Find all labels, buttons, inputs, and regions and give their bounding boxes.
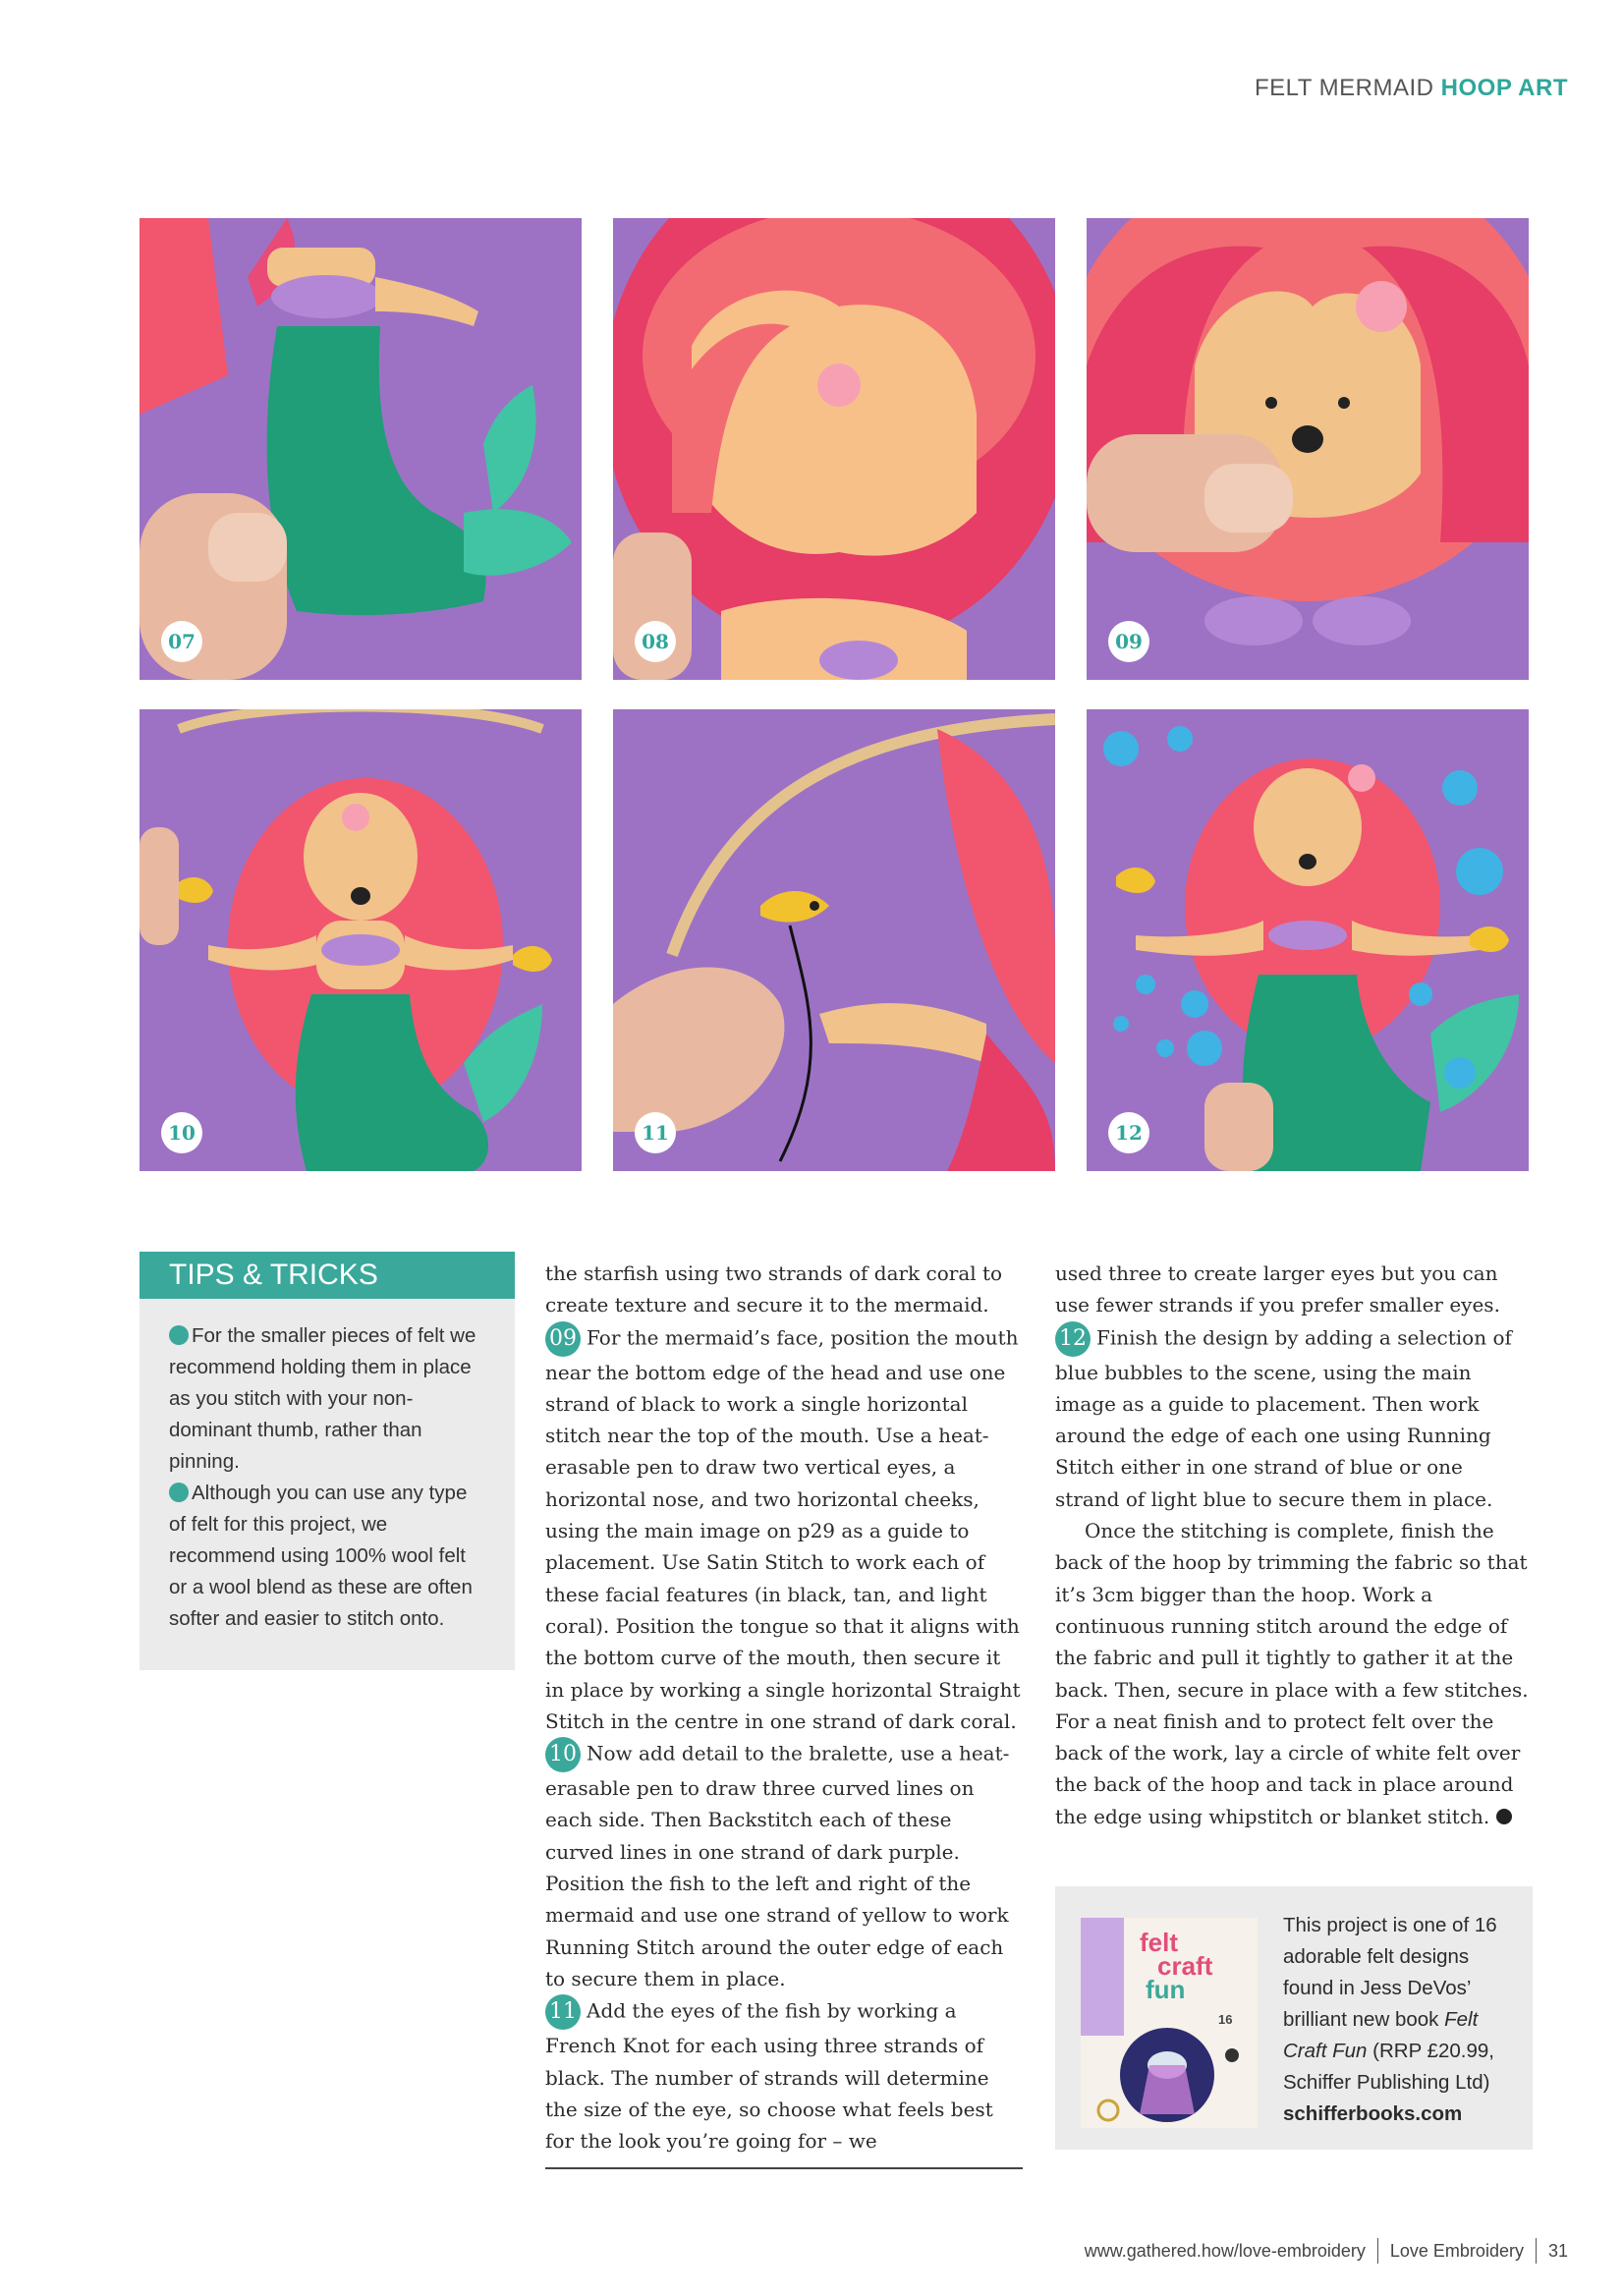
cover-title-line: fun xyxy=(1146,1975,1186,2004)
step-text: For the mermaid’s face, position the mouth near the bottom edge of the head and use one strand of black to work a single horizontal stitch near the top of the mouth. Use a heat-erasable pen to draw two vertical eyes, a horizontal nose, and two horizontal cheeks, using the main image on p29 as a guide to placement. Use Satin Stitch to work each of these facial features (in black, tan, and light coral). Position the tongue so that it aligns with the bottom curve of the mouth, then secure it in place by working a single horizontal Straight Stitch in the centre in one strand of dark coral. xyxy=(545,1325,1021,1733)
step-number: 09 xyxy=(545,1321,581,1357)
tips-box xyxy=(140,1252,515,1670)
step-paragraph-12 xyxy=(1055,1321,1533,1515)
book-description xyxy=(1283,1910,1519,2130)
mermaid-face-photo xyxy=(613,218,1055,680)
step-text: Now add detail to the bralette, use a heat-erasable pen to draw three curved lines on each side. Then Backstitch each of these curved lines in one strand of dark purple. Position the fish to the left and right of the mermaid and use one strand of yellow to work Running Stitch around the outer edge of each to secure them in place. xyxy=(545,1741,1010,1990)
footer-divider xyxy=(1536,2238,1537,2264)
body-paragraph: used three to create larger eyes but you can use fewer strands if you prefer smaller eyes. xyxy=(1055,1261,1500,1317)
page-footer xyxy=(1085,2238,1568,2264)
step-text: Add the eyes of the fish by working a French Knot for each using three strands of black. The number of strands will determine the size of the eye, so choose what feels best for the look you’re going for – we xyxy=(545,1998,993,2154)
step-photo-12 xyxy=(1087,709,1529,1171)
header-title: FELT MERMAID xyxy=(1255,75,1434,101)
tip-text: Although you can use any type of felt for this project, we recommend using 100% wool felt or a wool blend as these are often softer and easier to stitch onto. xyxy=(169,1482,473,1630)
step-photo-07 xyxy=(140,218,582,680)
book-title: Felt Craft Fun xyxy=(1283,2008,1479,2062)
book-text: This project is one of 16 adorable felt designs found in Jess DeVos’ brilliant new book xyxy=(1283,1914,1497,2031)
cover-badge: 16 xyxy=(1218,2012,1233,2027)
step-photo-09 xyxy=(1087,218,1529,680)
step-badge: 12 xyxy=(1108,1112,1149,1153)
body-paragraph xyxy=(1055,1515,1533,1832)
book-url-link[interactable]: schifferbooks.com xyxy=(1283,2102,1463,2125)
step-photo-10 xyxy=(140,709,582,1171)
body-column-3 xyxy=(1055,1258,1533,1832)
step-photo-08 xyxy=(613,218,1055,680)
step-badge: 09 xyxy=(1108,621,1149,662)
mermaid-mouth-photo xyxy=(1087,218,1529,680)
body-paragraph: the starfish using two strands of dark coral to create texture and secure it to the mermaid. xyxy=(545,1261,1003,1317)
tip-item xyxy=(169,1478,485,1635)
tips-title: TIPS & TRICKS xyxy=(140,1252,515,1299)
footer-url-link[interactable]: www.gathered.how/love-embroidery xyxy=(1084,2241,1366,2261)
step-photo-11 xyxy=(613,709,1055,1171)
step-paragraph-11 xyxy=(545,1994,1023,2156)
leaf-bullet-icon xyxy=(169,1483,189,1502)
tips-body xyxy=(140,1299,515,1635)
step-number: 11 xyxy=(545,1994,581,2030)
step-badge: 07 xyxy=(161,621,202,662)
tip-text: For the smaller pieces of felt we recommend holding them in place as you stitch with your non-dominant thumb, rather than pinning. xyxy=(169,1324,476,1473)
finish-text: Once the stitching is complete, finish the back of the hoop by trimming the fabric so that it’s 3cm bigger than the hoop. Work a continuous running stitch around the edge of the fabric and pull it tightly to gather it at the back. Then, secure in place with a few stitches. For a neat finish and to protect felt over the back of the work, lay a circle of white felt over the back of the hoop and tack in place around the edge using whipstitch or blanket stitch. xyxy=(1055,1519,1529,1828)
mermaid-tail-photo xyxy=(140,218,582,680)
step-badge: 08 xyxy=(635,621,676,662)
step-paragraph-10 xyxy=(545,1737,1023,1994)
body-column-2 xyxy=(545,1258,1023,2156)
column-divider xyxy=(545,2167,1023,2169)
book-promo-box xyxy=(1055,1886,1533,2150)
step-number: 12 xyxy=(1055,1321,1091,1357)
end-mark-icon xyxy=(1496,1809,1512,1824)
mermaid-full-photo xyxy=(140,709,582,1171)
step-badge: 11 xyxy=(635,1112,676,1153)
book-cover-image xyxy=(1081,1918,1258,2128)
step-paragraph-09 xyxy=(545,1321,1023,1738)
header-title-accent: HOOP ART xyxy=(1440,75,1568,101)
cover-title-line: felt xyxy=(1140,1928,1178,1957)
tip-item xyxy=(169,1320,485,1478)
page-number: 31 xyxy=(1547,2241,1568,2261)
step-badge: 10 xyxy=(161,1112,202,1153)
cover-title-line: craft xyxy=(1157,1951,1213,1981)
footer-magazine: Love Embroidery xyxy=(1389,2241,1524,2261)
running-header xyxy=(1255,75,1568,102)
footer-divider xyxy=(1377,2238,1378,2264)
leaf-bullet-icon xyxy=(169,1325,189,1345)
step-number: 10 xyxy=(545,1737,581,1772)
fish-eye-photo xyxy=(613,709,1055,1171)
book-text: (RRP £20.99, Schiffer Publishing Ltd) xyxy=(1283,2040,1494,2094)
step-text: Finish the design by adding a selection of blue bubbles to the scene, using the main image as a guide to placement. Then work around the edge of each one using Running Stitch either in one strand of blue or one strand of light blue to secure them in place. xyxy=(1055,1325,1512,1511)
bubbles-photo xyxy=(1087,709,1529,1171)
